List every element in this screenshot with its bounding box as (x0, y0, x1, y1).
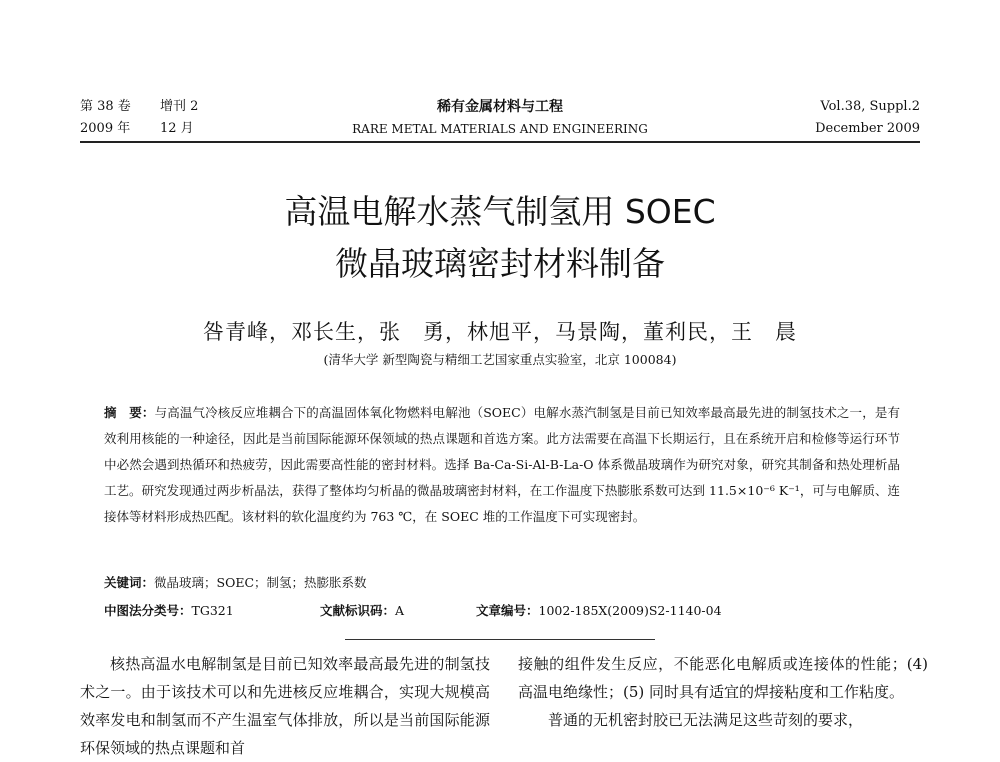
classification-line (104, 598, 900, 624)
title-line-1: 高温电解水蒸气制氢用 SOEC (284, 192, 716, 231)
authors: 咎青峰，邓长生，张 勇，林旭平，马景陶，董利民，王 晨 (203, 320, 797, 344)
body-paragraph: 接触的组件发生反应，不能恶化电解质或连接体的性能；(4) 高温电绝缘性；(5) 同时具有适宜的焊接粘度和工作粘度。 (518, 655, 928, 701)
body-paragraph: 核热高温水电解制氢是目前已知效率最高最先进的制氢技术之一。由于该技术可以和先进核反应堆耦合，实现大规模高效率发电和制氢而不产生温室气体排放，所以是当前国际能源环保领域的热点课题和首 (80, 655, 490, 757)
keywords-label: 关键词： (104, 575, 155, 590)
month: 12 月 (160, 121, 194, 136)
doc-label: 文献标识码： (320, 603, 396, 618)
abstract (104, 400, 900, 530)
article-label: 文章编号： (476, 603, 539, 618)
doc-value: A (395, 603, 405, 618)
clc-code (104, 598, 320, 624)
abstract-label: 摘 要： (104, 405, 155, 420)
date-en: December 2009 (815, 121, 920, 136)
keywords-text: 微晶玻璃；SOEC；制氢；热膨胀系数 (154, 575, 367, 590)
header-rule (80, 141, 920, 143)
article-number (476, 598, 722, 624)
year: 2009 年 (80, 121, 131, 136)
clc-label: 中图法分类号： (104, 603, 192, 618)
clc-value: TG321 (191, 603, 234, 618)
body-left-column (80, 650, 490, 762)
volume-en: Vol.38, Suppl.2 (820, 99, 920, 114)
keywords (104, 570, 900, 596)
section-divider (345, 639, 655, 640)
paper-title (80, 186, 920, 290)
abstract-text: 与高温气冷核反应堆耦合下的高温固体氧化物燃料电解池（SOEC）电解水蒸汽制氢是目前已知效率最高最先进的制氢技术之一，是有效利用核能的一种途径，因此是当前国际能源环保领域的热点课题和首选方案。此方法需要在高温下长期运行，且在系统开启和检修等运行环节中必然会遇到热循环和热疲劳，因此需要高性能的密封材料。选择 Ba-Ca-Si-Al-B-La-O 体系微晶玻璃作为研究对象，研究其制备和热处理析晶工艺。研究发现通过两步析晶法，获得了整体均匀析晶的微晶玻璃密封材料，在工作温度下热膨胀系数可达到 11.5×10⁻⁶ K⁻¹，可与电解质、连接体等材料形成热匹配。该材料的软化温度约为 763 ℃，在 SOEC 堆的工作温度下可实现密封。 (104, 405, 900, 524)
title-line-2: 微晶玻璃密封材料制备 (335, 244, 665, 283)
body-paragraph: 普通的无机密封胶已无法满足这些苛刻的要求， (548, 711, 864, 729)
supplement: 增刊 2 (160, 99, 199, 114)
article-value: 1002-185X(2009)S2-1140-04 (538, 603, 722, 618)
header-journal (330, 96, 670, 140)
volume: 第 38 卷 (80, 99, 131, 114)
affiliation: (清华大学 新型陶瓷与精细工艺国家重点实验室，北京 100084) (323, 352, 677, 367)
body-right-column (518, 650, 928, 734)
journal-name-en: RARE METAL MATERIALS AND ENGINEERING (352, 122, 648, 136)
journal-name-cn: 稀有金属材料与工程 (437, 99, 563, 115)
doc-code (320, 598, 476, 624)
header-right (815, 96, 920, 140)
header-left (80, 96, 198, 140)
